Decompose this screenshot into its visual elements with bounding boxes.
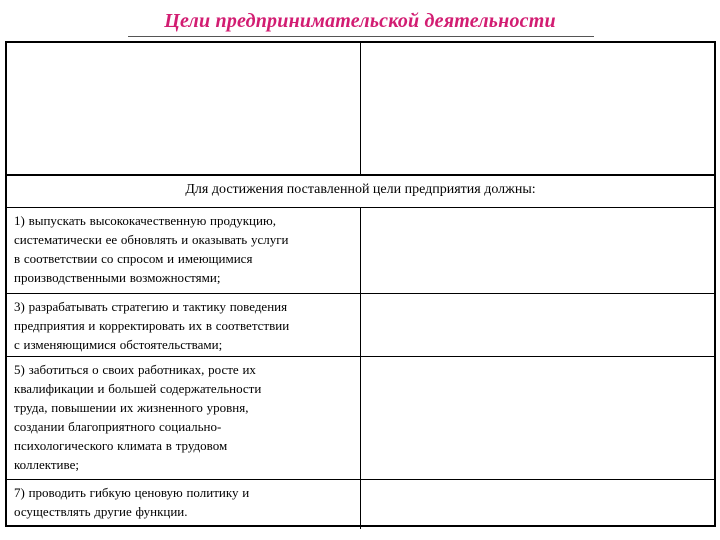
row-line: психологического климата в трудовом	[14, 438, 228, 453]
table-row	[14, 211, 359, 287]
goals-table	[5, 41, 716, 527]
row-border	[7, 356, 714, 357]
row-line: коллективе;	[14, 457, 79, 472]
row-line: 5) заботиться о своих работниках, росте их	[14, 362, 256, 377]
top-column-divider	[360, 43, 361, 176]
row-line: 7) проводить гибкую ценовую политику и	[14, 485, 250, 500]
table-row	[14, 360, 359, 474]
row-line: труда, повышении их жизненного уровня,	[14, 400, 249, 415]
rows-column-divider	[360, 207, 361, 529]
row-line: в соответствии со спросом и имеющимися	[14, 251, 253, 266]
row-line: 3) разрабатывать стратегию и тактику поведения	[14, 299, 288, 314]
header-top-border	[7, 174, 714, 176]
row-line: с изменяющимися обстоятельствами;	[14, 337, 223, 352]
table-row	[14, 297, 359, 354]
row-border	[7, 293, 714, 294]
row-border	[7, 479, 714, 480]
row-line: производственными возможностями;	[14, 270, 221, 285]
row-line: предприятия и корректировать их в соответствии	[14, 318, 290, 333]
table-header: Для достижения поставленной цели предприятия должны:	[185, 182, 536, 197]
table-row	[14, 483, 359, 521]
row-line: квалификации и большей содержательности	[14, 381, 262, 396]
title-underline	[128, 36, 594, 37]
row-line: создании благоприятного социально-	[14, 419, 222, 434]
row-line: 1) выпускать высококачественную продукцию,	[14, 213, 276, 228]
row-line: систематически ее обновлять и оказывать услуги	[14, 232, 289, 247]
page-title: Цели предпринимательской деятельности	[164, 10, 556, 32]
row-line: осуществлять другие функции.	[14, 504, 188, 519]
